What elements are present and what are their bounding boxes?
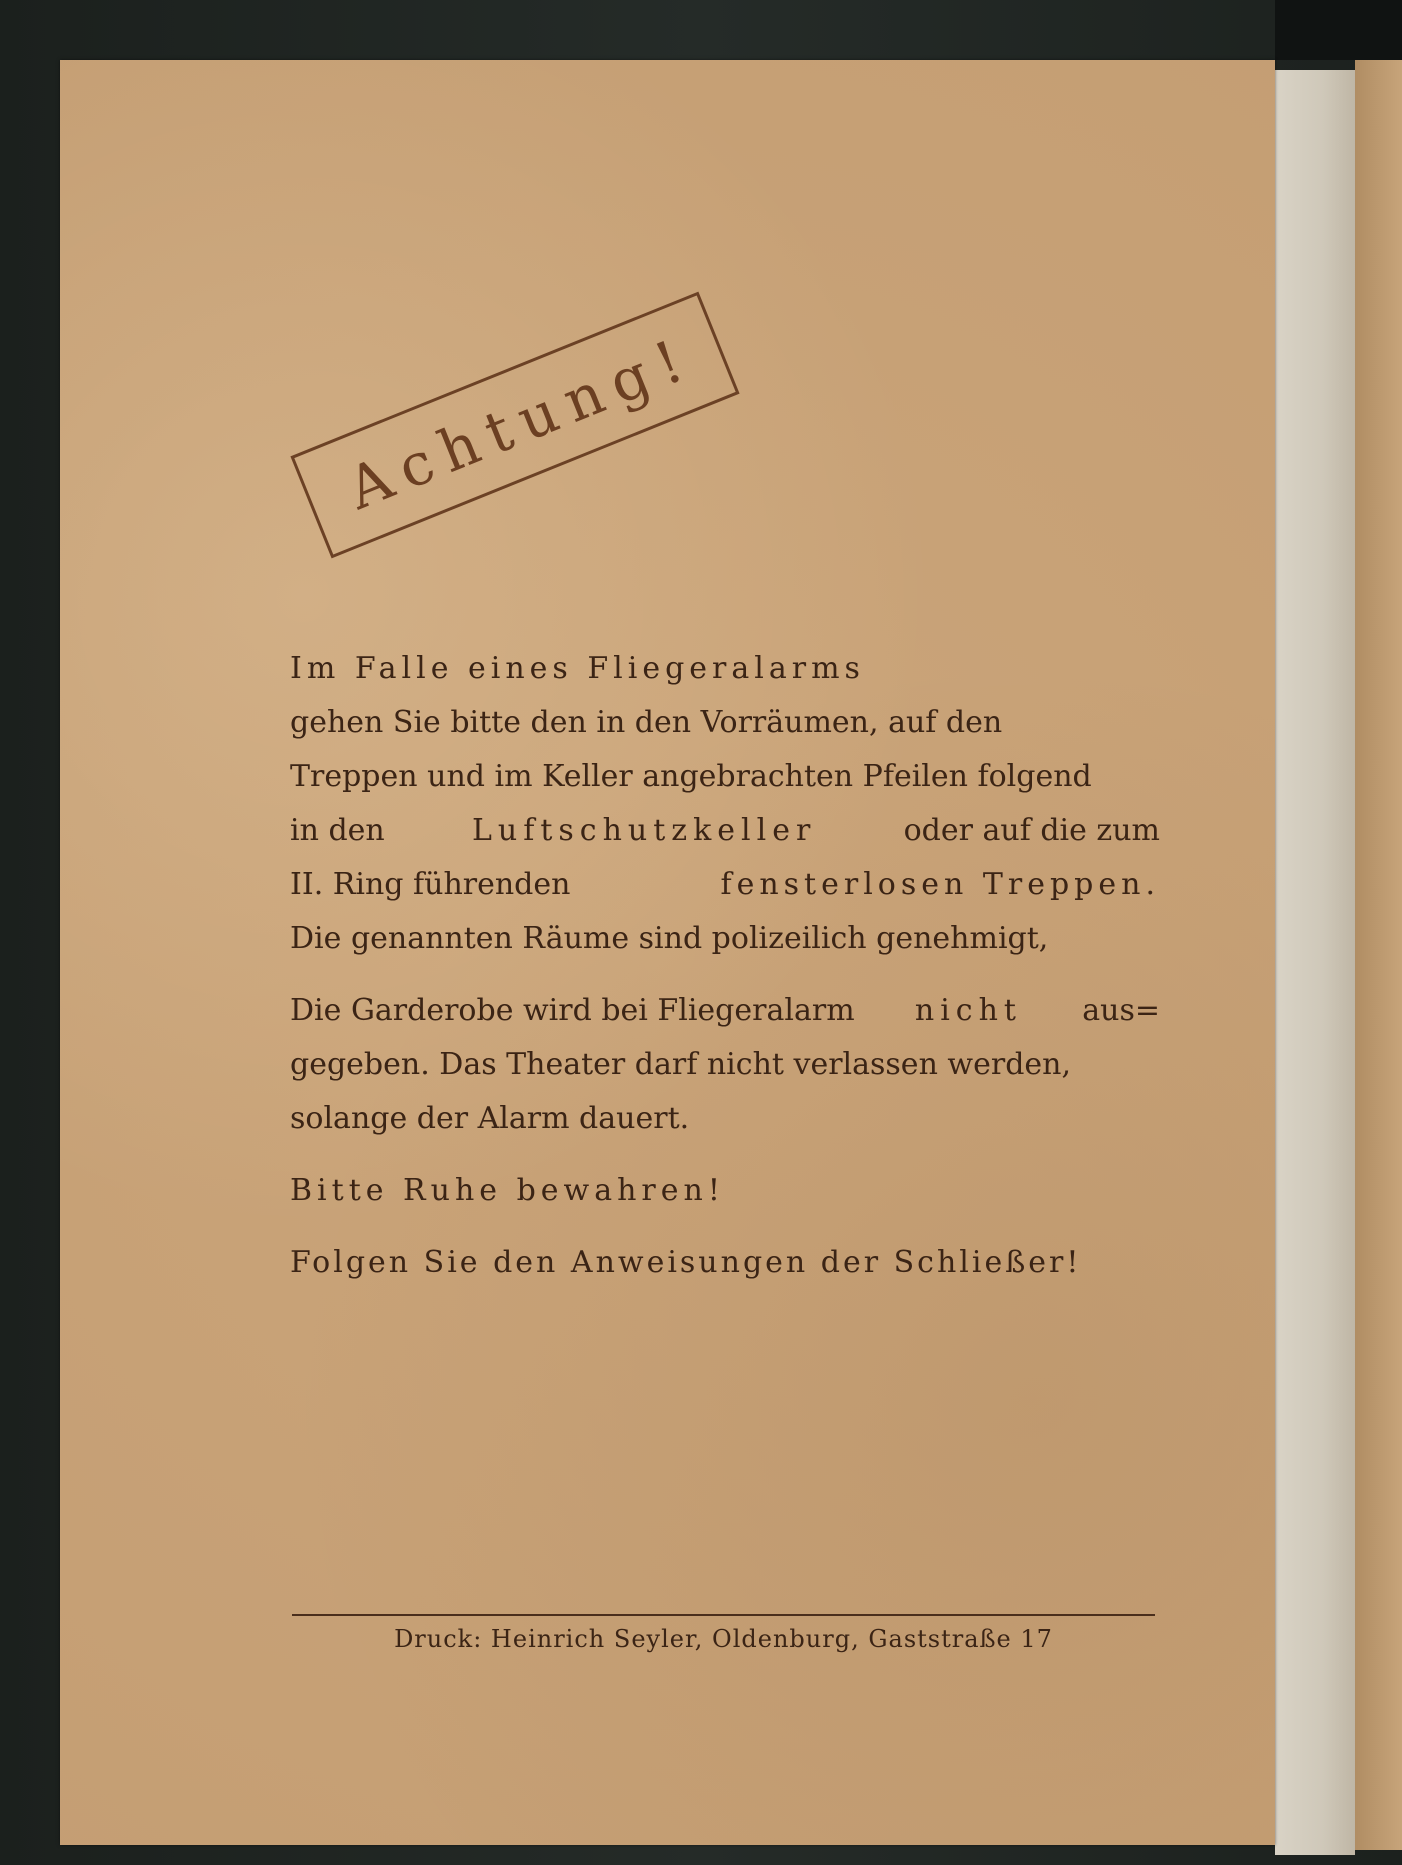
follow-instruction: Folgen Sie den Anweisungen der Schließer!	[290, 1245, 1082, 1280]
paragraph4-line	[290, 1236, 1160, 1290]
paragraph2-line3	[290, 1092, 1160, 1146]
paragraph1-line2	[290, 750, 1160, 804]
footer-divider	[292, 1614, 1155, 1616]
emphasized-luftschutzkeller: Luftschutzkeller	[472, 813, 817, 848]
heading-line	[290, 642, 1160, 696]
text-segment: in den	[290, 813, 385, 848]
emphasized-fensterlosen-treppen: fensterlosen Treppen.	[720, 867, 1160, 902]
text-line: solange der Alarm dauert.	[290, 1101, 690, 1136]
notice-heading: Im Falle eines Fliegeralarms	[290, 651, 865, 686]
text-line: Treppen und im Keller angebrachten Pfeilen folgend	[290, 759, 1092, 794]
printer-imprint: Druck: Heinrich Seyler, Oldenburg, Gaststraße 17	[394, 1625, 1053, 1653]
paragraph3-line	[290, 1164, 1160, 1218]
paragraph2-line2	[290, 1038, 1160, 1092]
emphasized-nicht: nicht	[914, 993, 1022, 1028]
text-segment: oder auf die zum	[903, 813, 1160, 848]
paragraph2-line1	[290, 984, 1160, 1038]
text-line: gehen Sie bitte den in den Vorräumen, auf den	[290, 705, 1003, 740]
text-segment: Die Garderobe wird bei Fliegeralarm	[290, 993, 855, 1028]
paragraph1-line5	[290, 912, 1160, 966]
text-segment: aus=	[1082, 993, 1160, 1028]
paragraph1-line1	[290, 696, 1160, 750]
paragraph1-line3	[290, 804, 1160, 858]
background-corner	[1275, 0, 1402, 60]
stamp-text: Achtung!	[338, 322, 704, 523]
calm-instruction: Bitte Ruhe bewahren!	[290, 1173, 725, 1208]
notice-text-block	[290, 642, 1160, 1290]
text-line: gegeben. Das Theater darf nicht verlassen werden,	[290, 1047, 1072, 1082]
text-segment: II. Ring führenden	[290, 867, 571, 902]
adjacent-page-edge	[1355, 60, 1402, 1850]
binding-strip	[1275, 70, 1355, 1855]
text-line: Die genannten Räume sind polizeilich genehmigt,	[290, 921, 1049, 956]
paragraph1-line4	[290, 858, 1160, 912]
